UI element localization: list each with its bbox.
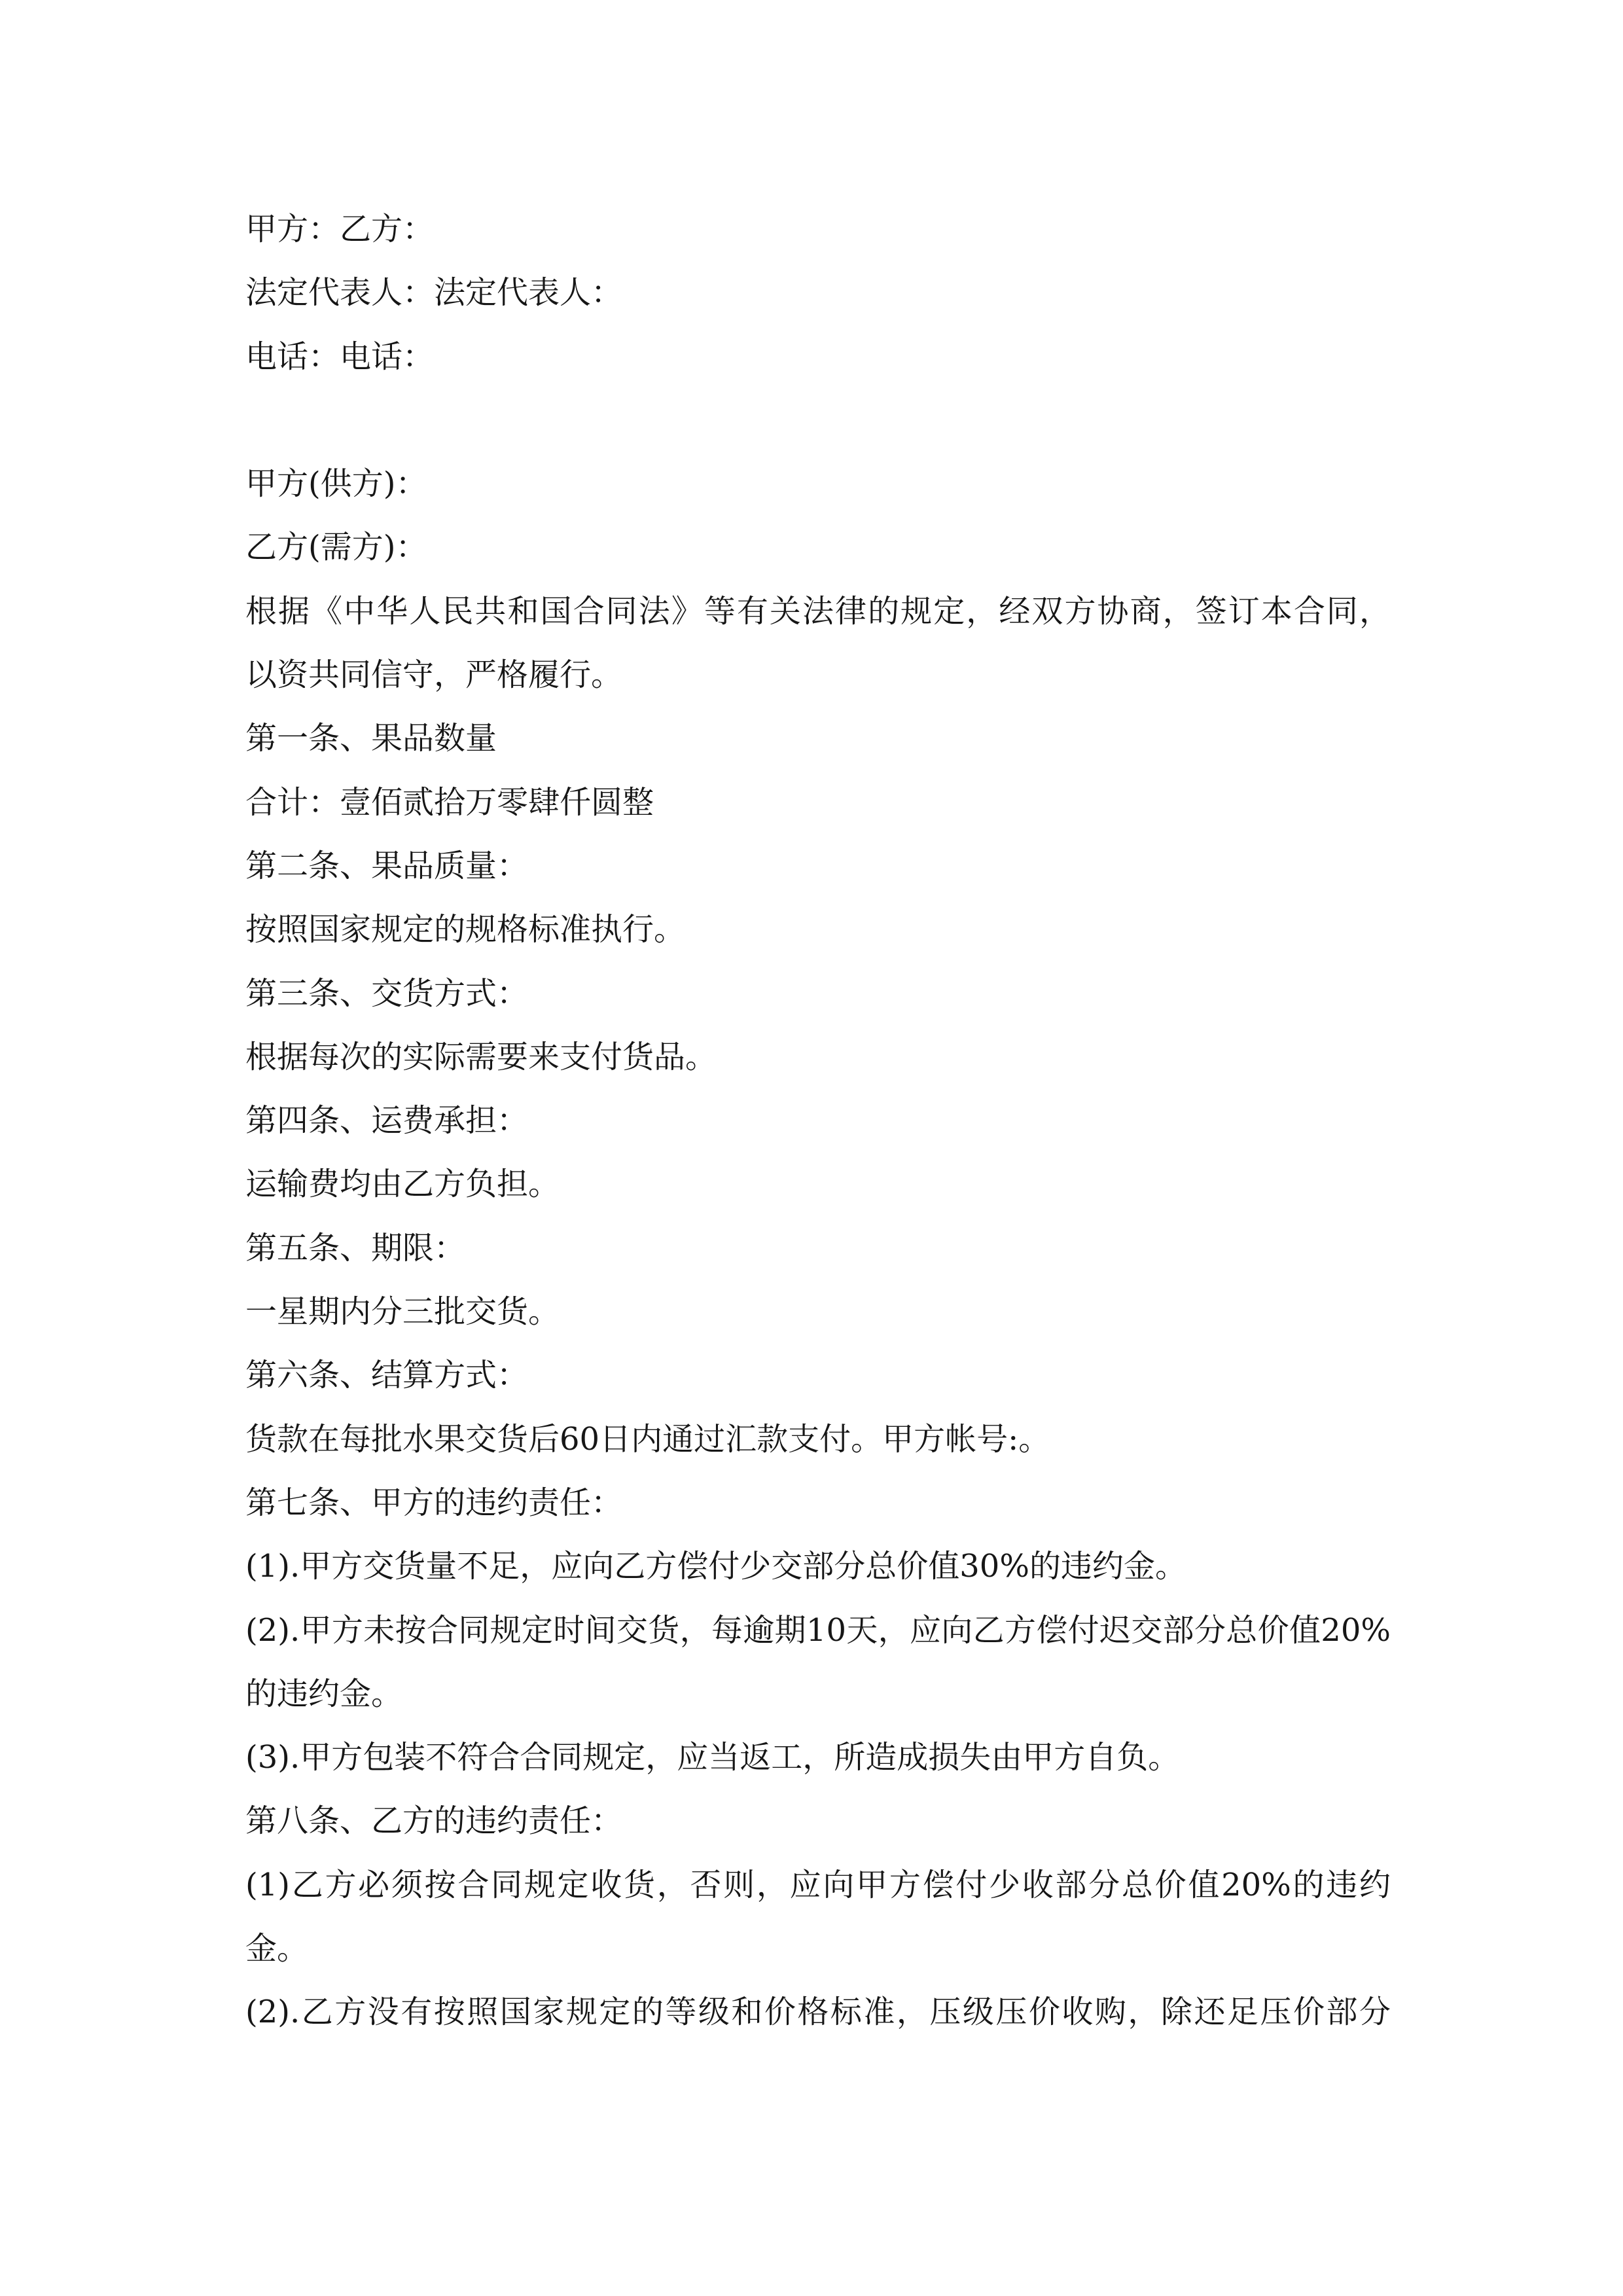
article-clause: (3).甲方包装不符合合同规定，应当返工，所造成损失由甲方自负。 [245,1739,1180,1776]
article-heading: 第三条、交货方式： [245,975,529,1012]
blank-line [245,389,1391,452]
phones-line: 电话：电话： [245,338,435,375]
preamble-line: 根据《中华人民共和国合同法》等有关法律的规定，经双方协商，签订本合同， [245,592,1391,630]
article-clause-continuation: 金。 [245,1930,309,1967]
article-clause-continuation: 的违约金。 [245,1675,403,1712]
representatives-line: 法定代表人：法定代表人： [245,274,623,312]
article-text: 运输费均由乙方负担。 [245,1166,560,1203]
article-heading: 第六条、结算方式： [245,1357,529,1394]
article-text: 合计：壹佰贰拾万零肆仟圆整 [245,783,654,821]
article-text: 根据每次的实际需要来支付货品。 [245,1038,717,1075]
article-clause: (2).乙方没有按照国家规定的等级和价格标准，压级压价收购，除还足压价部分 [245,1994,1391,2031]
article-text: 一星期内分三批交货。 [245,1293,560,1331]
buyer-line: 乙方(需方)： [245,529,427,566]
article-clause: (1).甲方交货量不足，应向乙方偿付少交部分总价值30%的违约金。 [245,1548,1186,1585]
article-heading: 第五条、期限： [245,1229,466,1266]
preamble-line: 以资共同信守，严格履行。 [245,656,623,694]
article-heading: 第二条、果品质量： [245,847,529,884]
article-clause: (1)乙方必须按合同规定收货，否则，应向甲方偿付少收部分总价值20%的违约 [245,1866,1391,1903]
contract-body [245,198,1391,2045]
article-text: 按照国家规定的规格标准执行。 [245,911,686,948]
parties-line: 甲方：乙方： [245,211,435,247]
article-clause: (2).甲方未按合同规定时间交货，每逾期10天，应向乙方偿付迟交部分总价值20% [245,1611,1391,1649]
article-heading: 第八条、乙方的违约责任： [245,1803,623,1840]
article-heading: 第四条、运费承担： [245,1102,529,1139]
article-heading: 第七条、甲方的违约责任： [245,1484,623,1521]
article-heading: 第一条、果品数量 [245,720,497,757]
article-text: 货款在每批水果交货后60日内通过汇款支付。甲方帐号:。 [245,1420,1050,1458]
supplier-line: 甲方(供方)： [245,465,427,503]
